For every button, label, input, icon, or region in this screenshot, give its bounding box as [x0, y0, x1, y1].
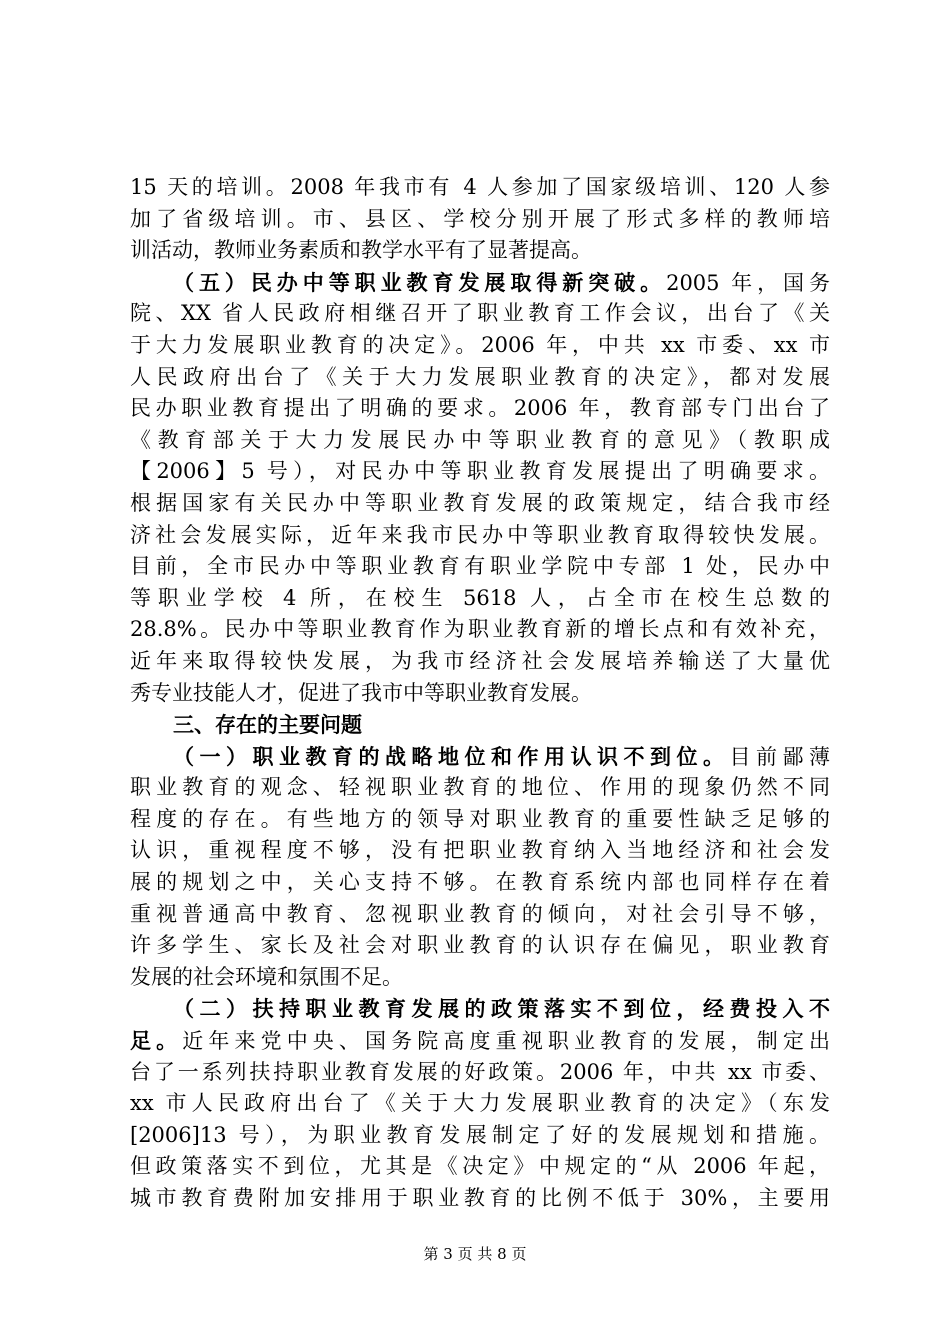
- text-line: [130, 298, 830, 330]
- text-line: [130, 235, 830, 267]
- text-line: [130, 1025, 830, 1057]
- bold-heading-text: 足。: [130, 1028, 183, 1054]
- bold-heading-text: （五）民办中等职业教育发展取得新突破。: [173, 269, 667, 295]
- paragraph-text: 28.8%。民办中等职业教育作为职业教育新的增长点和有效补充，: [130, 617, 830, 642]
- text-line: [130, 993, 830, 1025]
- paragraph-text: 等职业学校 4 所，在校生 5618 人，占全市在校生总数的: [130, 585, 830, 610]
- paragraph-text: 发展的社会环境和氛围不足。: [130, 964, 403, 989]
- bold-heading-text: （一）职业教育的战略地位和作用认识不到位。: [173, 743, 730, 769]
- paragraph-text: 训活动，教师业务素质和教学水平有了显著提高。: [130, 238, 592, 263]
- paragraph-text: 院、XX 省人民政府相继召开了职业教育工作会议，出台了《关: [130, 301, 830, 326]
- text-line: [130, 930, 830, 962]
- paragraph-text: 目前，全市民办中等职业教育有职业学院中专部 1 处，民办中: [130, 554, 830, 579]
- text-line: [130, 551, 830, 583]
- text-line: [130, 583, 830, 615]
- paragraph-text: 于大力发展职业教育的决定》。2006 年，中共 xx 市委、xx 市: [130, 332, 830, 357]
- text-line: [130, 204, 830, 236]
- paragraph-text: 人民政府出台了《关于大力发展职业教育的决定》，都对发展: [130, 364, 830, 389]
- text-line: [130, 962, 830, 994]
- paragraph-text: 根据国家有关民办中等职业教育发展的政策规定，结合我市经: [130, 490, 830, 515]
- text-line: [130, 172, 830, 204]
- text-line: [130, 804, 830, 836]
- paragraph-text: 但政策落实不到位，尤其是《决定》中规定的“从 2006 年起，: [130, 1154, 830, 1179]
- text-line: [130, 899, 830, 931]
- text-line: [130, 330, 830, 362]
- paragraph-text: 认识，重视程度不够，没有把职业教育纳入当地经济和社会发: [130, 838, 830, 863]
- text-line: [130, 709, 830, 741]
- paragraph-text: 近年来取得较快发展，为我市经济社会发展培养输送了大量优: [130, 648, 830, 673]
- text-line: [130, 1088, 830, 1120]
- paragraph-text: 秀专业技能人才，促进了我市中等职业教育发展。: [130, 680, 592, 705]
- bold-heading-text: （二）扶持职业教育发展的政策落实不到位，经费投入不: [173, 996, 830, 1022]
- text-line: [130, 678, 830, 710]
- text-line: [130, 1120, 830, 1152]
- text-line: [130, 456, 830, 488]
- paragraph-text: 展的规划之中，关心支持不够。在教育系统内部也同样存在着: [130, 870, 830, 895]
- paragraph-text: 济社会发展实际，近年来我市民办中等职业教育取得较快发展。: [130, 522, 830, 547]
- page-footer: 第 3 页 共 8 页: [423, 1245, 527, 1263]
- paragraph-text: 近年来党中央、国务院高度重视职业教育的发展，制定出: [182, 1029, 831, 1054]
- paragraph-text: xx 市人民政府出台了《关于大力发展职业教育的决定》（东发: [130, 1091, 830, 1116]
- paragraph-text: 2005 年，国务: [666, 270, 831, 295]
- paragraph-text: 加了省级培训。市、县区、学校分别开展了形式多样的教师培: [130, 206, 830, 231]
- text-line: [130, 393, 830, 425]
- text-line: [130, 362, 830, 394]
- paragraph-text: 许多学生、家长及社会对职业教育的认识存在偏见，职业教育: [130, 933, 830, 958]
- paragraph-text: 重视普通高中教育、忽视职业教育的倾向，对社会引导不够，: [130, 901, 830, 926]
- text-line: [130, 835, 830, 867]
- paragraph-text: 《教育部关于大力发展民办中等职业教育的意见》（教职成: [130, 427, 830, 452]
- paragraph-text: 职业教育的观念、轻视职业教育的地位、作用的现象仍然不同: [130, 775, 830, 800]
- body-text: [130, 172, 830, 1215]
- text-line: [130, 488, 830, 520]
- paragraph-text: 城市教育费附加安排用于职业教育的比例不低于 30%，主要用: [130, 1186, 830, 1210]
- paragraph-text: 【2006】5 号），对民办中等职业教育发展提出了明确要求。: [130, 459, 830, 484]
- paragraph-text: 程度的存在。有些地方的领导对职业教育的重要性缺乏足够的: [130, 806, 830, 831]
- text-line: [130, 614, 830, 646]
- text-line: [130, 1057, 830, 1089]
- text-line: [130, 520, 830, 552]
- text-line: [130, 1183, 830, 1215]
- text-line: [130, 425, 830, 457]
- paragraph-text: 15 天的培训。2008 年我市有 4 人参加了国家级培训、120 人参: [130, 175, 830, 199]
- text-line: [130, 741, 830, 773]
- bold-heading-text: 三、存在的主要问题: [173, 712, 362, 738]
- text-line: [130, 267, 830, 299]
- paragraph-text: 目前鄙薄: [729, 744, 830, 769]
- text-line: [130, 1151, 830, 1183]
- text-line: [130, 772, 830, 804]
- paragraph-text: 民办职业教育提出了明确的要求。2006 年，教育部专门出台了: [130, 396, 830, 421]
- text-line: [130, 867, 830, 899]
- paragraph-text: [2006]13 号），为职业教育发展制定了好的发展规划和措施。: [130, 1122, 830, 1147]
- text-line: [130, 646, 830, 678]
- paragraph-text: 台了一系列扶持职业教育发展的好政策。2006 年，中共 xx 市委、: [130, 1059, 830, 1084]
